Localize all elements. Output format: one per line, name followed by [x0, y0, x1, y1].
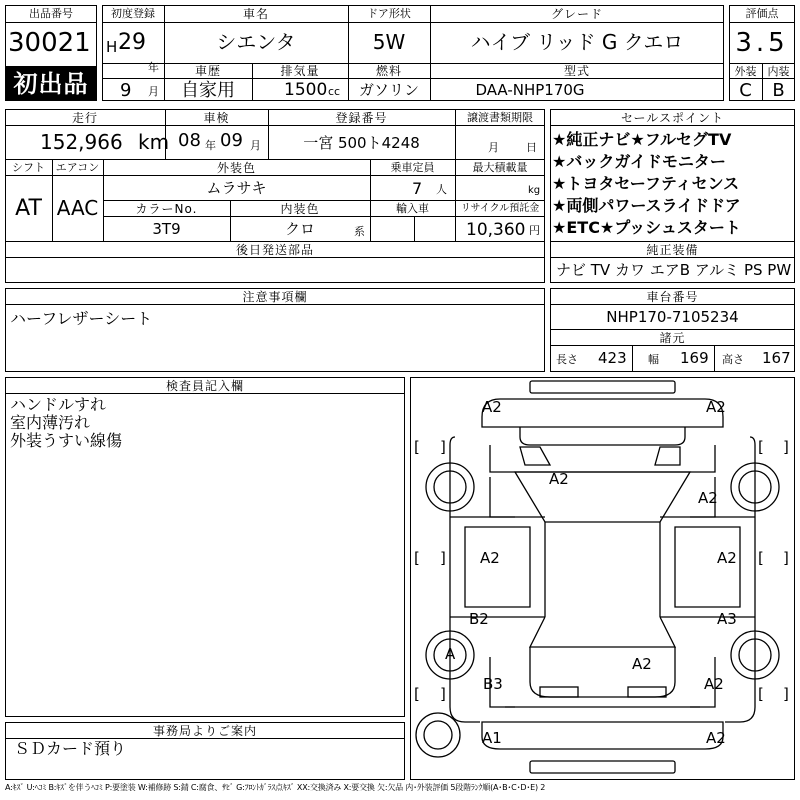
transfer-label: 譲渡書類期限 [467, 111, 533, 124]
glass-bracket: [ [414, 549, 420, 567]
caution-text: ハーフレザーシート [10, 309, 153, 328]
recycle-label: リサイクル預託金 [460, 203, 540, 214]
exterior-grade: C [739, 80, 752, 101]
door: 5W [372, 30, 406, 54]
ext-color: ムラサキ [206, 179, 267, 197]
inspection-month-unit: 月 [250, 139, 261, 152]
first-reg-month: 9 [120, 80, 132, 101]
damage-mark: A2 [480, 549, 500, 567]
glass-bracket: [ [414, 438, 420, 456]
transfer-month-unit: 月 [488, 141, 499, 154]
int-color-unit: 系 [354, 225, 365, 238]
inspection-label: 車検 [203, 111, 230, 125]
chassis-label: 車台番号 [646, 290, 699, 304]
capacity-unit: 人 [436, 183, 447, 196]
int-color: クロ [284, 220, 315, 238]
ext-color-label: 外装色 [216, 161, 256, 175]
damage-mark: A2 [632, 655, 652, 673]
lot-label: 出品番号 [29, 7, 73, 20]
sales-point-5: ★ETC★プッシュスタート [552, 218, 741, 237]
plate-label: 登録番号 [335, 111, 388, 125]
glass-bracket: ] [783, 685, 789, 703]
month-unit: 月 [148, 85, 159, 98]
inspection-year: 08 [178, 130, 201, 151]
grade: ハイブ リッド G クエロ [470, 30, 684, 54]
displacement-unit: cc [328, 85, 341, 98]
damage-mark: A2 [717, 549, 737, 567]
later-parts-label: 後日発送部品 [235, 243, 314, 257]
mileage-unit: km [138, 130, 170, 154]
recycle: 10,360 [466, 220, 526, 240]
lot-number: 30021 [8, 28, 91, 58]
shift-label: シフト [12, 161, 45, 174]
inspector-line-3: 外装うすい線傷 [10, 431, 123, 450]
displacement: 1500 [284, 80, 328, 100]
aircon-label: エアコン [55, 161, 100, 174]
grade-label: グレード [550, 7, 603, 21]
glass-bracket: ] [783, 438, 789, 456]
score-label: 評価点 [745, 7, 779, 20]
import-label: 輸入車 [396, 202, 429, 215]
history-label: 車歴 [194, 64, 221, 78]
glass-bracket: [ [758, 549, 764, 567]
damage-mark: B3 [483, 675, 503, 693]
shift: AT [15, 196, 42, 221]
color-no: 3T9 [152, 220, 181, 238]
door-label: ドア形状 [367, 7, 411, 20]
fuel: ガソリン [358, 81, 419, 99]
plate: 一宮 500ト4248 [303, 134, 420, 152]
capacity: 7 [412, 179, 423, 198]
damage-mark: A [445, 645, 456, 663]
equipment-label: 純正装備 [646, 243, 699, 257]
damage-mark: A2 [549, 470, 569, 488]
equipment-items: ナビ TV カワ エアB アルミ PS PW [556, 261, 792, 279]
inspection-year-unit: 年 [205, 139, 216, 152]
recycle-unit: 円 [529, 224, 540, 237]
glass-bracket: ] [440, 549, 446, 567]
mileage-label: 走行 [71, 111, 98, 125]
fuel-label: 燃料 [375, 64, 402, 78]
glass-bracket: [ [414, 685, 420, 703]
displacement-label: 排気量 [280, 64, 320, 78]
inspector-line-1: ハンドルすれ [10, 395, 107, 414]
aircon: AAC [56, 196, 99, 220]
damage-mark: B2 [469, 610, 489, 628]
color-no-label: カラーNo. [135, 202, 198, 216]
damage-mark: A1 [482, 729, 502, 747]
capacity-label: 乗車定員 [390, 161, 435, 174]
glass-bracket: ] [783, 549, 789, 567]
model-name-label: 車名 [242, 7, 269, 21]
mileage: 152,966 [40, 130, 123, 154]
width-label: 幅 [648, 353, 659, 366]
length-label: 長さ [556, 353, 578, 366]
inspection-month: 09 [220, 130, 243, 151]
glass-bracket: [ [758, 685, 764, 703]
specs-label: 諸元 [659, 331, 686, 345]
damage-mark: A3 [717, 610, 737, 628]
office-text: ＳＤカード預り [14, 739, 127, 758]
damage-mark: A2 [698, 489, 718, 507]
sales-point-4: ★両側パワースライドドア [552, 196, 741, 215]
legend: A:ｷｽﾞ U:ﾍｺﾐ B:ｷｽﾞを伴うﾍｺﾐ P:要塗装 W:補修跡 S:錆 C:腐食、ｻﾋﾞ G:ﾌﾛﾝﾄｶﾞﾗｽ点ｷｽﾞ XX:交換済み X:要交換 欠:欠品 内･外装評価 5段階ﾗﾝｸ順(A･B･C･D･E) 2 [5, 783, 546, 792]
model-name: シエンタ [216, 30, 296, 54]
exterior-label: 外装 [734, 65, 757, 78]
chassis-number: NHP170-7105234 [606, 308, 739, 326]
type-code-label: 型式 [563, 64, 590, 78]
interior-label: 内装 [767, 65, 790, 78]
car-diagram [410, 377, 795, 780]
caution-label: 注意事項欄 [242, 290, 308, 304]
history: 自家用 [181, 80, 235, 101]
load-unit: kg [528, 185, 541, 196]
int-color-label: 内装色 [280, 202, 320, 216]
load-label: 最大積載量 [472, 161, 528, 174]
glass-bracket: ] [440, 685, 446, 703]
height: 167 [762, 349, 791, 367]
glass-bracket: ] [440, 438, 446, 456]
first-listing-label: 初出品 [13, 70, 89, 98]
damage-mark: A2 [706, 729, 726, 747]
first-reg-year: 29 [118, 30, 146, 55]
sales-point-2: ★バックガイドモニター [552, 152, 726, 171]
score: 3.5 [735, 28, 789, 58]
sales-point-3: ★トヨタセーフティセンス [552, 174, 740, 193]
glass-bracket: [ [758, 438, 764, 456]
length: 423 [598, 349, 627, 367]
first-reg-label: 初度登録 [111, 7, 155, 20]
inspector-line-2: 室内薄汚れ [10, 413, 91, 432]
height-label: 高さ [722, 353, 744, 366]
office-label: 事務局よりご案内 [152, 724, 257, 738]
damage-mark: A2 [704, 675, 724, 693]
interior-grade: B [772, 80, 785, 101]
width: 169 [680, 349, 709, 367]
sales-points-label: セールスポイント [621, 111, 724, 125]
era: H [106, 38, 118, 56]
damage-mark: A2 [482, 398, 502, 416]
transfer-day-unit: 日 [526, 141, 537, 154]
type-code: DAA-NHP170G [475, 81, 585, 99]
damage-mark: A2 [706, 398, 726, 416]
inspector-label: 検査員記入欄 [165, 379, 244, 393]
year-unit: 年 [148, 61, 159, 74]
sales-point-1: ★純正ナビ★フルセグTV [552, 130, 732, 149]
